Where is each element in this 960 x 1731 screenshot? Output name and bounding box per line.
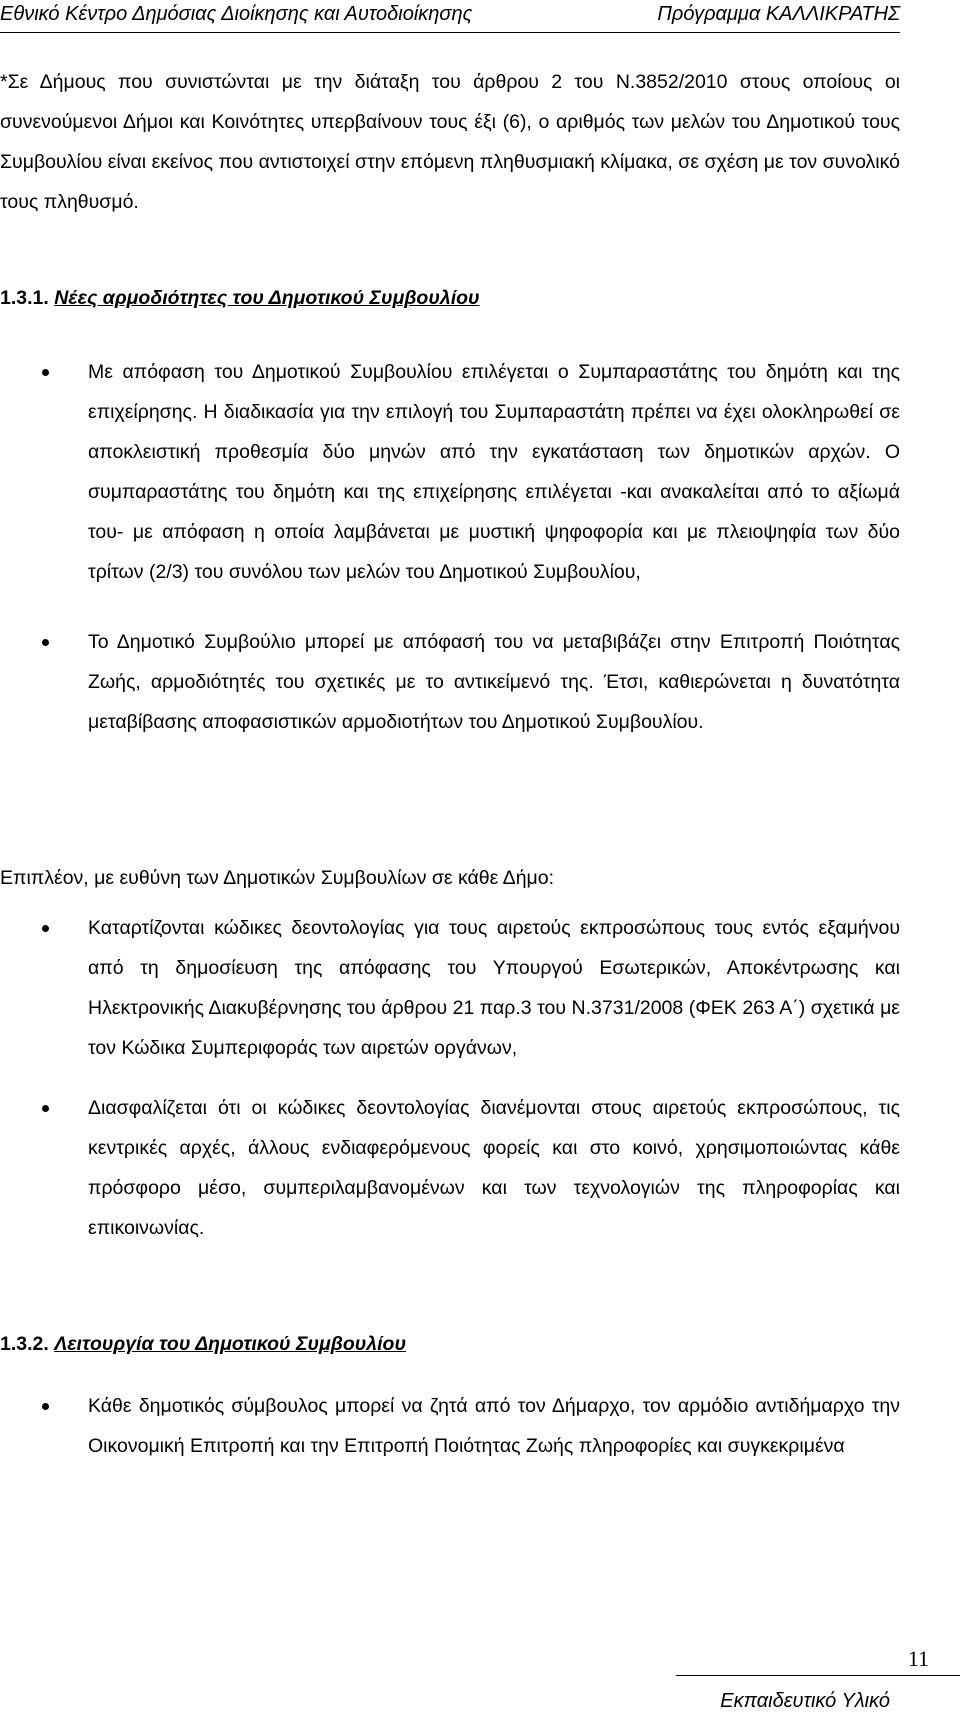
header-organization: Εθνικό Κέντρο Δημόσιας Διοίκησης και Αυτοδιοίκησης xyxy=(0,3,473,25)
list-item-text: Κάθε δημοτικός σύμβουλος μπορεί να ζητά από τον Δήμαρχο, τον αρμόδιο αντιδήμαρχο την Οικονομική Επιτροπή και την Επιτροπή Ποιότητας Ζωής πληροφορίες και συγκεκριμένα xyxy=(88,1395,900,1457)
list-item-text: Το Δημοτικό Συμβούλιο μπορεί με απόφασή του να μεταβιβάζει στην Επιτροπή Ποιότητας Ζωής, αρμοδιότητές του σχετικές με το αντικείμενό της. Έτσι, καθιερώνεται η δυνατότητα μεταβίβασης αποφασιστικών αρμοδιοτήτων του Δημοτικού Συμβουλίου. xyxy=(88,631,900,733)
section-2-bullet-list xyxy=(0,1386,900,1466)
council-duties-bullet-list xyxy=(0,908,900,1248)
list-item xyxy=(0,352,900,592)
moreover-paragraph: Επιπλέον, με ευθύνη των Δημοτικών Συμβουλίων σε κάθε Δήμο: xyxy=(0,867,555,889)
list-item xyxy=(0,1088,900,1248)
list-item-text: Με απόφαση του Δημοτικού Συμβουλίου επιλέγεται ο Συμπαραστάτης του δημότη και της επιχείρησης. Η διαδικασία για την επιλογή του Συμπαραστάτη πρέπει να έχει ολοκληρωθεί σε αποκλειστική προθεσμία δύο μηνών από την εγκατάσταση των δημοτικών αρχών. Ο συμπαραστάτης του δημότη και της επιχείρησης επιλέγεται -και ανακαλείται από το αξίωμά του- με απόφαση η οποία λαμβάνεται με μυστική ψηφοφορία και με πλειοψηφία των δύο τρίτων (2/3) του συνόλου των μελών του Δημοτικού Συμβουλίου, xyxy=(88,361,900,583)
intro-paragraph: *Σε Δήμους που συνιστώνται με την διάταξη του άρθρου 2 του Ν.3852/2010 στους οποίους οι συνενούμενοι Δήμοι και Κοινότητες υπερβαίνουν τους έξι (6), ο αριθμός των μελών του Δημοτικού τους Συμβουλίου είναι εκείνος που αντιστοιχεί στην επόμενη πληθυσμιακή κλίμακα, σε σχέση με τον συνολικό τους πληθυσμό. xyxy=(0,71,900,213)
bullet-icon xyxy=(42,925,49,932)
footer-divider xyxy=(676,1675,960,1676)
document-body xyxy=(0,62,900,1466)
page-footer: Εκπαιδευτικό Υλικό xyxy=(720,1690,890,1712)
bullet-icon xyxy=(42,369,49,376)
section-title: Λειτουργία του Δημοτικού Συμβουλίου xyxy=(54,1333,406,1355)
section-number: 1.3.1. xyxy=(0,287,49,309)
list-item xyxy=(0,908,900,1068)
section-title: Νέες αρμοδιότητες του Δημοτικού Συμβουλίου xyxy=(54,287,480,309)
bullet-icon xyxy=(42,1403,49,1410)
bullet-icon xyxy=(42,639,49,646)
page-header xyxy=(0,0,900,33)
list-item-text: Διασφαλίζεται ότι οι κώδικες δεοντολογίας διανέμονται στους αιρετούς εκπροσώπους, τις κεντρικές αρχές, άλλους ενδιαφερόμενους φορείς και στο κοινό, χρησιμοποιώντας κάθε πρόσφορο μέσο, συμπεριλαμβανομένων και των τεχνολογιών της πληροφορίας και επικοινωνίας. xyxy=(88,1097,900,1239)
section-heading-1-3-2 xyxy=(0,1324,900,1364)
list-item xyxy=(0,1386,900,1466)
section-number: 1.3.2. xyxy=(0,1333,49,1355)
list-item xyxy=(0,622,900,742)
section-1-bullet-list xyxy=(0,352,900,742)
section-heading-1-3-1 xyxy=(0,278,900,318)
list-item-text: Καταρτίζονται κώδικες δεοντολογίας για τους αιρετούς εκπροσώπους τους εντός εξαμήνου από τη δημοσίευση της απόφασης του Υπουργού Εσωτερικών, Αποκέντρωσης και Ηλεκτρονικής Διακυβέρνησης του άρθρου 21 παρ.3 του Ν.3731/2008 (ΦΕΚ 263 Α΄) σχετικά με τον Κώδικα Συμπεριφοράς των αιρετών οργάνων, xyxy=(88,917,900,1059)
bullet-icon xyxy=(42,1105,49,1112)
page-number: 11 xyxy=(907,1646,929,1671)
header-program: Πρόγραμμα ΚΑΛΛΙΚΡΑΤΗΣ xyxy=(657,3,900,25)
